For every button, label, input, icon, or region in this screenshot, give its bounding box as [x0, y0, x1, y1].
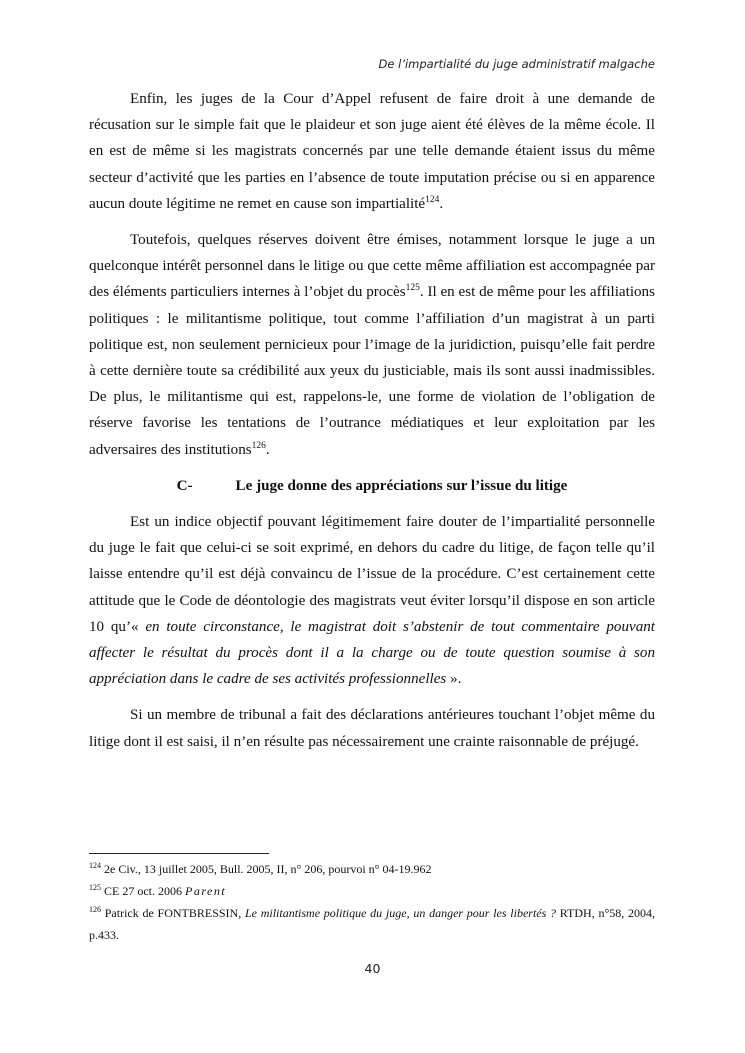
footnote-text: Patrick de FONTBRESSIN,	[101, 906, 245, 920]
paragraph-declarations	[89, 702, 655, 754]
footnote-case-name: Parent	[185, 884, 227, 898]
paragraph-text: Si un membre de tribunal a fait des déclarations antérieures touchant l’objet même du litige dont il est saisi, il n’en résulte pas nécessairement une crainte raisonnable de préjugé.	[89, 707, 655, 750]
footnote-text: 2e Civ., 13 juillet 2005, Bull. 2005, II, n° 206, pourvoi n° 04-19.962	[101, 862, 432, 876]
footnote-ref-125[interactable]: 125	[405, 283, 420, 294]
paragraph-reserves	[89, 227, 655, 463]
footnotes	[89, 858, 655, 946]
section-title: Le juge donne des appréciations sur l’issue du litige	[235, 477, 568, 494]
page-body	[89, 86, 655, 765]
paragraph-end: .	[265, 441, 270, 458]
footnote-125	[89, 880, 655, 902]
footnote-separator	[89, 853, 269, 854]
footnote-number: 126	[89, 905, 101, 914]
paragraph-recusation	[89, 86, 655, 217]
section-heading	[89, 473, 655, 499]
paragraph-text: Enfin, les juges de la Cour d’Appel refusent de faire droit à une demande de récusation sur le simple fait que le plaideur et son juge aient été élèves de la même école. Il en est de même si les magistrats concernés par une telle demande étaient issus du même secteur d’activité que les parties en l’absence de toute imputation précise ou si en apparence aucun doute légitime ne remet en cause son impartialité	[89, 91, 655, 212]
footnote-ref-126[interactable]: 126	[251, 440, 266, 451]
page-number: 40	[364, 961, 381, 976]
paragraph-end: ».	[446, 671, 462, 688]
section-letter: C-	[176, 477, 193, 494]
paragraph-text: Toutefois, quelques réserves doivent être émises, notamment lorsque le juge a un quelconque intérêt personnel dans le litige ou que cette même affiliation est accompagnée par des éléments particuliers internes à l’objet du procès	[89, 232, 655, 301]
footnote-number: 124	[89, 861, 101, 870]
quoted-article: en toute circonstance, le magistrat doit s’abstenir de tout commentaire pouvant affecter le résultat du procès dont il a la charge ou de toute question soumise à son appréciation dans le cadre de ses activités professionnelles	[89, 618, 655, 688]
footnote-124	[89, 858, 655, 880]
paragraph-end: .	[439, 195, 444, 212]
footnote-number: 125	[89, 883, 101, 892]
footnote-text: CE 27 oct. 2006	[101, 884, 185, 898]
footnote-ref-124[interactable]: 124	[425, 194, 440, 205]
paragraph-text: Est un indice objectif pouvant légitimement faire douter de l’impartialité personnelle du juge le fait que celui-ci se soit exprimé, en dehors du cadre du litige, de façon telle qu’il laisse entendre qu’il est déjà convaincu de l’issue de la procédure. C’est certainement cette attitude que le Code de déontologie des magistrats veut éviter lorsqu’il dispose en son article 10 qu’«	[89, 514, 655, 635]
running-header: De l’impartialité du juge administratif malgache	[378, 57, 655, 71]
footnote-article-title: Le militantisme politique du juge, un danger pour les libertés ?	[244, 906, 557, 920]
paragraph-indice-objectif	[89, 509, 655, 692]
footnote-text: RTDH, n°58, 2004, p.433.	[89, 906, 655, 942]
footnote-126	[89, 902, 655, 946]
paragraph-text: . Il en est de même pour les affiliations politiques : le militantisme politique, tout comme l’affiliation d’un magistrat à un parti politique est, non seulement pernicieux pour l’image de la juridiction, puisqu’elle fait perdre à cette dernière toute sa crédibilité aux yeux du justiciable, mais ils sont aussi inadmissibles. De plus, le militantisme qui est, rappelons-le, une forme de violation de l’obligation de réserve favorise les tentations de l’outrance médiatiques et leur exploitation par les adversaires des institutions	[89, 284, 655, 458]
